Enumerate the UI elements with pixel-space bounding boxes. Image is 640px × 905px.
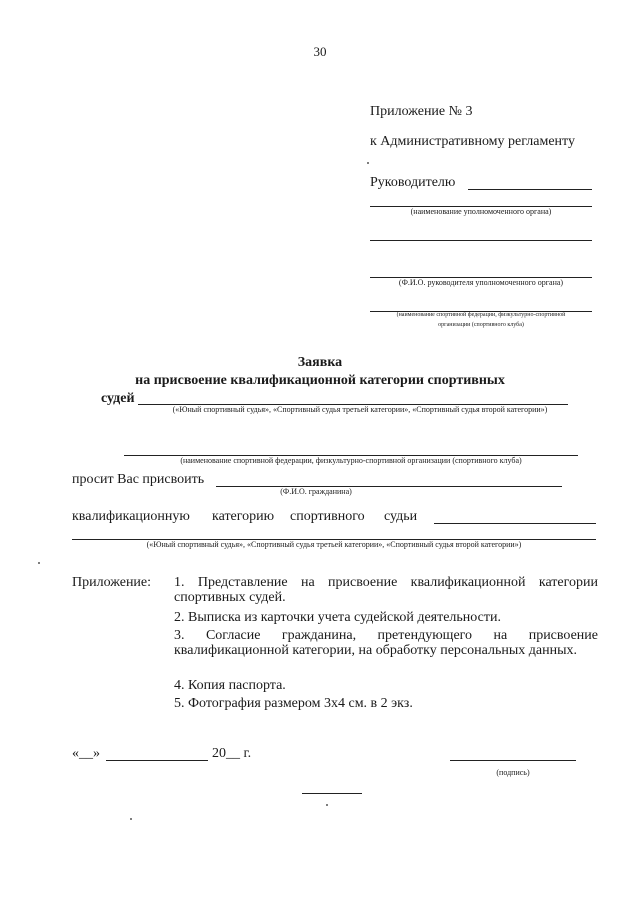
judges-label: судей [101,391,135,406]
addressee-line [468,189,592,190]
qualification-word-2: категорию [212,509,275,524]
organ-line-2 [370,240,592,241]
attachment-item-3: 3. Согласие гражданина, претендующего на присвоение квалификационной категории, на обработку персональных данных. [174,628,598,658]
separator-line [302,793,362,794]
request-label: просит Вас присвоить [72,472,205,487]
appendix-title: Приложение № 3 [370,104,473,119]
attachment-item-4: 4. Копия паспорта. [174,678,286,693]
page-number: 30 [313,44,327,59]
addressee-label: Руководителю [370,175,456,190]
caption-citizen: (Ф.И.О. гражданина) [280,487,352,496]
caption-federation-1: (наименование спортивной федерации, физкультурно-спортивной [396,312,566,318]
signature-line [450,760,576,761]
attachment-item-2: 2. Выписка из карточки учета судейской деятельности. [174,610,501,625]
speck [130,818,132,820]
caption-categories-2: («Юный спортивный судья», «Спортивный судья третьей категории», «Спортивный судья второй категории») [146,540,522,549]
date-year: 20__ г. [212,746,252,761]
application-heading: Заявка [297,355,343,370]
qualification-line-end [434,523,596,524]
qualification-word-1: квалификационную [72,509,190,524]
caption-federation-full: (наименование спортивной федерации, физкультурно-спортивной организации (спортивного клуба) [180,456,522,465]
speck [38,562,40,564]
date-month-line [106,760,208,761]
appendix-subtitle: к Административному регламенту [370,134,575,149]
attachments-label: Приложение: [72,575,152,590]
qualification-word-3: спортивного [290,509,365,524]
speck [367,162,369,164]
date-day: «__» [72,746,100,761]
caption-federation-2: организации (спортивного клуба) [438,322,524,328]
caption-fio-head: (Ф.И.О. руководителя уполномоченного органа) [398,278,564,287]
speck [326,804,328,806]
qualification-word-4: судьи [384,509,418,524]
attachment-item-5: 5. Фотография размером 3х4 см. в 2 экз. [174,696,413,711]
caption-organ: (наименование уполномоченного органа) [410,207,552,216]
caption-signature: (подпись) [496,768,530,777]
application-subject: на присвоение квалификационной категории спортивных [135,373,505,388]
caption-categories: («Юный спортивный судья», «Спортивный судья третьей категории», «Спортивный судья второй категории») [172,405,548,414]
attachment-item-1: 1. Представление на присвоение квалификационной категории спортивных судей. [174,575,598,605]
